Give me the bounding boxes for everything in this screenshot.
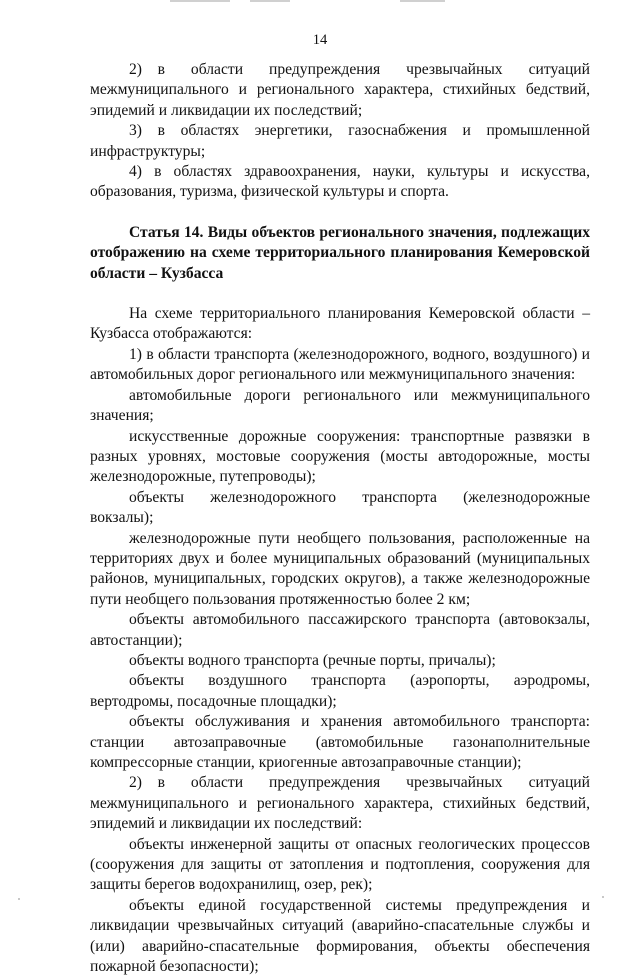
paragraph: объекты водного транспорта (речные порты, причалы); xyxy=(129,651,496,669)
paragraph: искусственные дорожные сооружения: транспортные развязки в разных уровнях, мостовые сооружения (мосты автодорожные, мосты железнодорожные, путепроводы); xyxy=(90,427,590,486)
paragraph: объекты инженерной защиты от опасных геологических процессов (сооружения для защиты от затопления и подтопления, сооружения для защиты берегов водохранилищ, озер, рек); xyxy=(90,835,590,894)
article-heading: Статья 14. Виды объектов регионального значения, подлежащих отображению на схеме территориального планирования Кемеровской области – Кузбасса xyxy=(90,223,590,282)
paragraph: 1) в области транспорта (железнодорожного, водного, воздушного) и автомобильных дорог регионального или межмуниципального значения: xyxy=(90,345,590,384)
scan-artifact xyxy=(400,0,445,2)
list-item: 3) в областях энергетики, газоснабжения и промышленной инфраструктуры; xyxy=(90,122,590,160)
paragraph: На схеме территориального планирования Кемеровской области – Кузбасса отображаются: xyxy=(90,305,590,343)
paragraph: железнодорожные пути необщего пользования, расположенные на территориях двух и более муниципальных образований (муниципальных районов, муниципальных, городских округов), а также железнодорожные пути необщего пользования протяженностью более 2 км; xyxy=(90,529,590,608)
paragraph: объекты обслуживания и хранения автомобильного транспорта: станции автозаправочные (автомобильные газонаполнительные компрессорные станции, криогенные автозаправочные станции); xyxy=(90,713,590,771)
scan-artifact xyxy=(18,898,20,900)
paragraph: объекты единой государственной системы предупреждения и ликвидации чрезвычайных ситуаций (аварийно-спасательные службы и (или) аварийно-спасательные формирования, объекты обеспечения пожарной безопасности); xyxy=(90,896,590,976)
paragraph: объекты автомобильного пассажирского транспорта (автовокзалы, автостанции); xyxy=(90,611,590,649)
scan-artifact xyxy=(250,0,290,2)
list-item: 2) в области предупреждения чрезвычайных ситуаций межмуниципального и регионального характера, стихийных бедствий, эпидемий и ликвидации их последствий; xyxy=(90,61,590,119)
scan-artifact xyxy=(170,0,230,2)
list-item: 4) в областях здравоохранения, науки, культуры и искусства, образования, туризма, физической культуры и спорта. xyxy=(90,163,590,201)
document-body xyxy=(90,60,590,977)
paragraph: объекты воздушного транспорта (аэропорты, аэродромы, вертодромы, посадочные площадки); xyxy=(90,672,590,710)
scan-artifact xyxy=(602,896,604,898)
paragraph: автомобильные дороги регионального или межмуниципального значения; xyxy=(90,386,590,425)
paragraph: объекты железнодорожного транспорта (железнодорожные вокзалы); xyxy=(90,488,590,527)
page-number: 14 xyxy=(312,32,328,48)
paragraph: 2) в области предупреждения чрезвычайных ситуаций межмуниципального и регионального характера, стихийных бедствий, эпидемий и ликвидации их последствий: xyxy=(90,774,590,833)
